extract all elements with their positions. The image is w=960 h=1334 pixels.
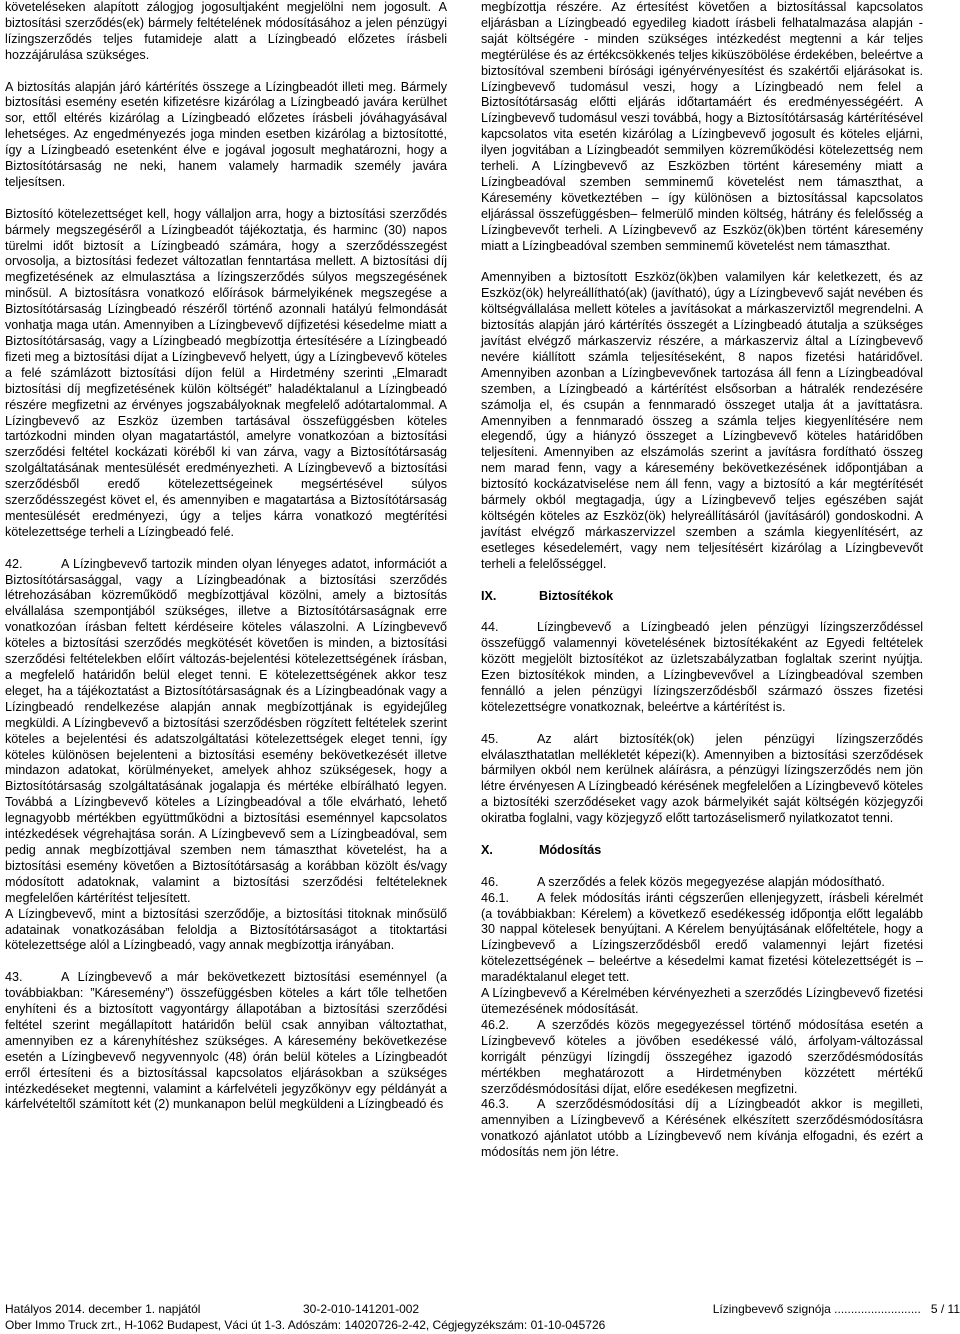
numbered-paragraph-43 xyxy=(5,970,447,1113)
paragraph-number: 46.3. xyxy=(481,1097,510,1112)
paragraph-number: 42. xyxy=(5,556,23,571)
paragraph-number: 46.1. xyxy=(481,890,510,905)
paragraph: követeléseken alapított zálogjog jogosultjaként megjelölni nem jogosult. A biztosítási szerződés(ek) bármely feltételének módosításához a jelen pénzügyi lízingszerződés teljes futamideje alatt a Lízingbeadó előzetes írásbeli hozzájárulása szükséges. xyxy=(5,0,447,62)
left-column xyxy=(5,0,447,1113)
signature-label: Lízingbevevő szignója .......................... xyxy=(712,1302,921,1316)
paragraph: A biztosítás alapján járó kártérítés összege a Lízingbeadót illeti meg. Bármely biztosítási esemény esetén kifizetésre kizárólag a Lízingbeadó javára kerülhet sor, ettől eltérés kizárólag a Lízingbeadó előzetes írásbeli jóváhagyásával lehetséges. Az engedményezés joga minden esetben kizárólag a biztosítotté, így a Lízingbeadó esetenként élve e jogával jogosult meghatározni, hogy a Biztosítótársaság ne neki, hanem valamely harmadik személy javára teljesítsen. xyxy=(5,79,447,189)
paragraph-number: 46. xyxy=(481,874,499,889)
section-title: Módosítás xyxy=(539,842,602,857)
numbered-paragraph-46-1 xyxy=(481,891,923,986)
paragraph: A Lízingbevevő, mint a biztosítási szerződője, a biztosítási titoknak minősülő adatainak vonatkozásában feloldja a Biztosítótársaságot a titoktartási kötelezettsége alól a Lízingbeadó, vagy annak megbízottja irányában. xyxy=(5,906,447,953)
paragraph-text: Lízingbevevő a Lízingbeadó jelen pénzügyi lízingszerződéssel összefüggő valamennyi követelésének biztosítékaként az Egyedi feltételek között megjelölt biztosítékot az üzletszabályzatban foglaltak szerint nyújtja. Ezen biztosítékok minden, a Lízingbevevővel a Lízingbeadóval szemben fennálló a jelen pénzügyi lízingszerződésből származó összes fizetési kötelezettségre vonatkoznak, beleértve a kártérítést is. xyxy=(481,620,923,714)
footer-row xyxy=(5,1301,960,1317)
paragraph-text: A szerződésmódosítási díj a Lízingbeadót akkor is megilleti, amennyiben a Lízingbevevő a Kérésének elkészített szerződésmódosításra vonatkozó ajánlatot utóbb a Lízingbevevő nem kívánja elfogadni, és ezért a módosítás nem jön létre. xyxy=(481,1097,923,1160)
section-heading-x xyxy=(481,843,923,859)
paragraph-number: 45. xyxy=(481,731,499,746)
section-heading-ix xyxy=(481,589,923,605)
paragraph-text: A Lízingbevevő a már bekövetkezett biztosítási eseménnyel (a továbbiakban: ”Káresemény”) összefüggésben köteles a kárt tőle telhetően enyhíteni és a biztosított vagyontárgy állapotában a biztosítási szerződési feltétel szerint megállapított határidőn belül csak annyiban változtathat, amennyiben ez a kárenyhítéshez szükséges. A káresemény bekövetkezése esetén a Lízingbevevő negyvennyolc (48) órán belül köteles a Lízingbeadót erről értesíteni és a biztosítással kapcsolatos eljárásokban a szükséges intézkedéseket megtenni, valamint a kárfelvételi jegyzőkönyv egy példányát a kárfelvételtől számított két (2) munkanapon belül megküldeni a Lízingbeadó és xyxy=(5,970,447,1112)
paragraph-text: A felek módosítás iránti cégszerűen ellenjegyzett, írásbeli kérelmét (a továbbiakban: Kérelem) a következő esedékesség időpontja előtt legalább 30 nappal kötelesek benyújtani. A Kérelem benyújtásának előfeltétele, hogy a Lízingbevevő a Lízingszerződésből eredő valamennyi lejárt fizetési kötelezettségének – beleértve a késedelmi kamat fizetési kötelezettségét is – maradéktalanul eleget tett. xyxy=(481,890,923,985)
paragraph-text: A Lízingbevevő tartozik minden olyan lényeges adatot, információt a Biztosítótársasággal, vagy a Lízingbeadónak a biztosítási szerződés létrehozásában közreműködő megbízottjával közölni, amely a biztosítás elvállalása szempontjából szükséges, illetve a Biztosítótársaságnak erre vonatkozóan írásban feltett kérdéseire köteles válaszolni. A Lízingbevevő köteles a biztosítási szerződés megkötését követően is minden, a biztosítási szerződési feltételekben előírt változás-bejelentési kötelezettségének írásban, a megfelelő határidőn belül eleget tenni. E kötelezettségének akkor tesz eleget, ha a tájékoztatást a Biztosítótársaságnak és a Lízingbeadónak vagy a Lízingbeadó rendelkezése alapján annak megbízottjának is egyidejűleg megküldi. A Lízingbevevő a biztosítási szerződésben rögzített feltételek szerint köteles a bejelentési és adatszolgáltatási kötelezettségek eleget tenni, így köteles különösen bejelenteni a biztosítási esemény bekövetkezését illetve mindazon adatokat, körülményeket, amelyek ahhoz szükségesek, hogy a Biztosítótársaság szolgáltatásának jogalapja és mértéke elbírálható legyen. Továbbá a Lízingbevevő köteles a Lízingbeadóval a tőle elvárható, lehető legnagyobb mértékben együttműködni a biztosítási eseménnyel kapcsolatos intézkedések végrehajtása során. A Lízingbevevő sem a Lízingbeadóval, sem pedig annak megbízottjával szemben nem támaszthat követelést, ha a biztosítási esemény követően a Biztosítótársaság a korábban közölt és/vagy módosított adatoknak, valamint a biztosítási szerződési feltételeknek megfelelően kártérítést teljesített. xyxy=(5,556,447,905)
effective-date: Hatályos 2014. december 1. napjától xyxy=(5,1302,201,1316)
paragraph: megbízottja részére. Az értesítést követően a biztosítással kapcsolatos eljárásban a Lízingbeadó egyedileg kiadott írásbeli felhatalmazása alapján - saját költségére - minden szükséges intézkedést megtenni a kár teljes megtérülése és az értékcsökkenés teljes kiküszöbölése érdekében, beleértve a biztosítóval szembeni bírósági igényérvényesítést és szakértői eljárásokat is. Lízingbevevő tudomásul veszi, hogy a Lízingbeadó nem felel a Biztosítótársaság előtti eljárás időtartamáért és eredményességéért. A Lízingbevevő tudomásul veszi továbbá, hogy a Biztosítótársaság kártérítésével kapcsolatos vita esetén kizárólag a Lízingbevevő jogosult és köteles eljárni, ilyen jogvitában a Lízingbeadót semmilyen közreműködési kötelezettség nem terheli. A Lízingbevevő az Eszközben történt káresemény miatt a Lízingbeadóval szemben semminemű követelést nem támaszthat, a Káresemény következtében – így különösen a biztosítással kapcsolatos eljárással összefüggésben– felmerülő minden költség, hátrány és felelősség a Lízingbevevőt terheli. A Lízingbevevő az Eszköz(ök)ben történt káresemény miatt a Lízingbeadóval szemben semminemű követelést nem támaszthat. xyxy=(481,0,923,253)
signature-line xyxy=(615,1301,960,1317)
paragraph-text: A szerződés a felek közös megegyezése alapján módosítható. xyxy=(537,874,885,889)
paragraph-text: A szerződés közös megegyezéssel történő módosítása esetén a Lízingbevevő köteles a jövőben esedékessé váló, árfolyam-változással korrigált pénzügyi lízingdíj összegéhez igazodó szerződésmódosítás mértékben meghatározott a Hirdetményben közzétett mértékű szerződésmódosítási díjat, előre esedékesen megfizetni. xyxy=(481,1017,923,1096)
paragraph: Amennyiben a biztosított Eszköz(ök)ben valamilyen kár keletkezett, és az Eszköz(ök) helyreállítható(ak) (javítható), úgy a Lízingbevevő saját nevében és költségvállalása mellett köteles a javításokat a márkaszerviztől megrendelni. A biztosítás alapján járó kártérítés összegét a Lízingbeadó átutalja a szükséges javítást elvégző márkaszerviz részére, a márkaszerviz által a Lízingbevevő nevére kiállított számla teljesítéseként, 8 napos fizetési határidővel. Amennyiben azonban a Lízingbevevőnek tartozása áll fenn a Lízingbeadóval szemben, a Lízingbeadó a kártérítést elsősorban a hátralék rendezésére számolja el, és csupán a fennmaradó összeget utalja át a javíttatásra. Amennyiben a fennmaradó összeg a számla teljes kiegyenlítésére nem elegendő, úgy a hiányzó összeget a Lízingbevevő köteles határidőben teljesíteni. Amennyiben az elszámolás szerint a javításra fordítható összeg nem marad fenn, vagy a káresemény bekövetkezésének időpontjában a biztosító kockázatviselése nem áll fenn, vagy a biztosító a kár megtérítését bármely okból megtagadja, úgy a Lízingbevevő teljes egészében saját költségén köteles az Eszköz(ök) helyreállításáról (javításáról) gondoskodni. A javítást elvégző márkaszervizzel szemben a számla kiegyenlítésért, az esetleges késedelemért, vagy nem teljesítésért kizárólag a Lízingbevevőt terheli a felelősséggel. xyxy=(481,270,923,571)
paragraph-text: Az alárt biztosíték(ok) jelen pénzügyi lízingszerződés elválaszthatatlan mellékletét képezi(k). Amennyiben a biztosítási szerződések bármilyen okból nem kerülnek aláírásra, a pénzügyi lízingszerződés nem jön létre érvényesen A Lízingbeadó kérésének megfelelően a Lízingbevevő köteles a biztosítéki szerződéseket vagy azok bármelyikét saját költségén közjegyzői okiratba foglalni, vagy közjegyző előtt tartozáselismerő nyilatkozatot tenni. xyxy=(481,731,923,826)
paragraph: Biztosító kötelezettséget kell, hogy vállaljon arra, hogy a biztosítási szerződés bármely megszegéséről a Lízingbeadót tájékoztatja, és harminc (30) napos türelmi időt biztosít a Lízingbeadó számára, hogy a szerződésszegést orvosolja, a biztosítási fedezet változatlan fenntartása mellett. A biztosítási díj megfizetésének az elmulasztása a lízingszerződés súlyos megszegésének minősül. A biztosításra vonatkozó előírások bármelyikének megszegése a Biztosítótársaság Lízingbeadó részéről történő azonnali hatályú felmondását vonhatja maga után. Amennyiben a Lízingbevevő díjfizetési késedelme miatt a Biztosítótársaság, vagy a Lízingbeadó megbízottja értesítésére a Lízingbeadó fizeti meg a biztosítási díjat a Lízingbevevő helyett, úgy a Lízingbevevő köteles a felé számlázott biztosítási díjon felül a Hirdetmény szerinti „Elmaradt biztosítási díj megfizetésének külön költségét” haladéktalanul a Lízingbeadó részére megfizetni az érvényes jogszabályoknak megfelelő adótartalommal. A Lízingbevevő az Eszköz üzemben tartásával összefüggésben köteles tartózkodni minden olyan magatartástól, amelyre vonatkozóan a biztosítási szerződési feltétel kockázati köréből ki van zárva, vagy a Biztosítótársaság szolgáltatásának mentesülését eredményezheti. A Lízingbevevő a biztosítási szerződésből eredő kötelezettségeinek megsértésével súlyos szerződésszegést követ el, és amennyiben e magatartása a Biztosítótársaság mentesülését eredményezi, úgy a teljes kárra vonatkozó megtérítési kötelezettsége terheli a Lízingbeadó felé. xyxy=(5,206,447,539)
section-number: IX. xyxy=(481,588,497,603)
numbered-paragraph-44 xyxy=(481,620,923,715)
company-info: Ober Immo Truck zrt., H-1062 Budapest, Váci út 1-3. Adószám: 14020726-2-42, Cégjegyzékszám: 01-10-045726 xyxy=(5,1318,606,1332)
section-number: X. xyxy=(481,842,493,857)
section-title: Biztosítékok xyxy=(539,588,614,603)
page-footer xyxy=(5,1301,960,1333)
paragraph-number: 43. xyxy=(5,970,23,985)
paragraph-number: 44. xyxy=(481,620,499,635)
numbered-paragraph-46 xyxy=(481,875,923,891)
page-number: 5 / 11 xyxy=(930,1302,960,1316)
numbered-paragraph-45 xyxy=(481,732,923,827)
numbered-paragraph-46-3 xyxy=(481,1097,923,1161)
right-column xyxy=(481,0,923,1161)
paragraph-number: 46.2. xyxy=(481,1017,510,1032)
numbered-paragraph-46-2 xyxy=(481,1018,923,1098)
numbered-paragraph-42 xyxy=(5,557,447,907)
document-code: 30-2-010-141201-002 xyxy=(303,1302,420,1316)
paragraph: A Lízingbevevő a Kérelmében kérvényezheti a szerződés Lízingbevevő fizetési ütemezésének módosítását. xyxy=(481,986,923,1016)
